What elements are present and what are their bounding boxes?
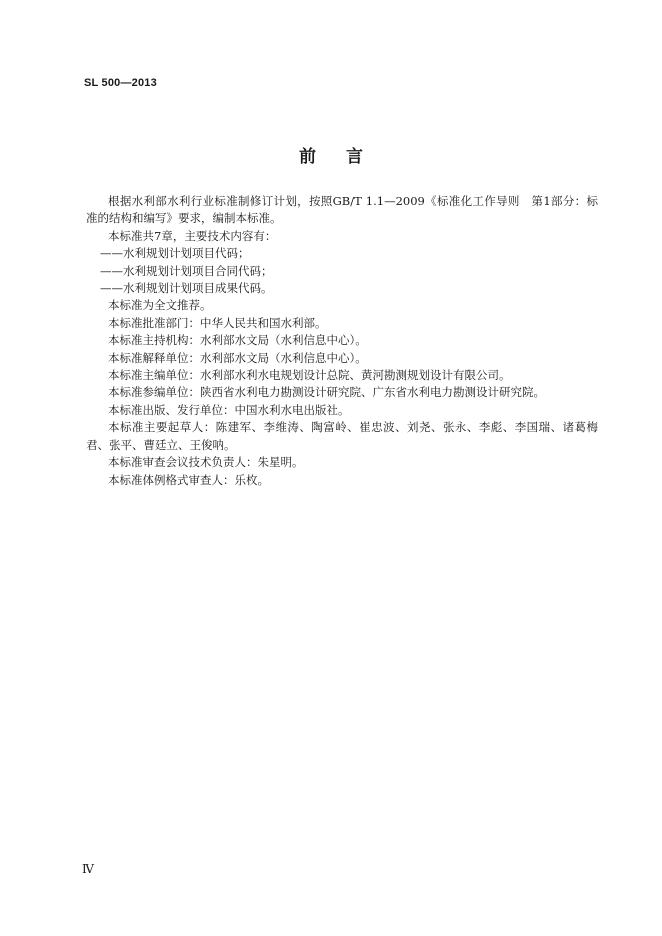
paragraph-publisher: 本标准出版、发行单位：中国水利水电出版社。 bbox=[108, 402, 350, 417]
page-number: Ⅳ bbox=[82, 862, 94, 876]
list-item: ——水利规划计划项目成果代码。 bbox=[100, 281, 273, 296]
paragraph-review-lead: 本标准审查会议技术负责人：朱星明。 bbox=[108, 455, 304, 470]
paragraph-drafters: 本标准主要起草人：陈建军、李维涛、陶富岭、崔忠波、刘尧、张永、李彪、李国瑞、诸葛梅君、张平、曹廷立、王俊呐。 bbox=[86, 420, 598, 452]
paragraph-format-reviewer: 本标准体例格式审查人：乐枚。 bbox=[108, 472, 269, 487]
paragraph-recommendation: 本标准为全文推荐。 bbox=[108, 298, 212, 313]
paragraph-chapters: 本标准共7章，主要技术内容有： bbox=[108, 228, 277, 243]
list-item: ——水利规划计划项目代码； bbox=[100, 246, 250, 261]
page-title: 前言 bbox=[299, 147, 393, 167]
paragraph-approval-department: 本标准批准部门：中华人民共和国水利部。 bbox=[108, 315, 327, 330]
paragraph-chief-editor-unit: 本标准主编单位：水利部水利水电规划设计总院、黄河勘测规划设计有限公司。 bbox=[108, 368, 511, 383]
standard-code: SL 500—2013 bbox=[84, 77, 157, 89]
paragraph-basis: 根据水利部水利行业标准制修订计划，按照GB/T 1.1—2009《标准化工作导则 第1部分：标准的结构和编写》要求，编制本标准。 bbox=[86, 194, 598, 226]
paragraph-participating-units: 本标准参编单位：陕西省水利电力勘测设计研究院、广东省水利电力勘测设计研究院。 bbox=[108, 385, 545, 400]
preface-body bbox=[86, 193, 598, 489]
list-item: ——水利规划计划项目合同代码； bbox=[100, 263, 273, 278]
paragraph-host-organization: 本标准主持机构：水利部水文局（水利信息中心）。 bbox=[108, 333, 367, 348]
paragraph-interpretation-unit: 本标准解释单位：水利部水文局（水利信息中心）。 bbox=[108, 350, 367, 365]
